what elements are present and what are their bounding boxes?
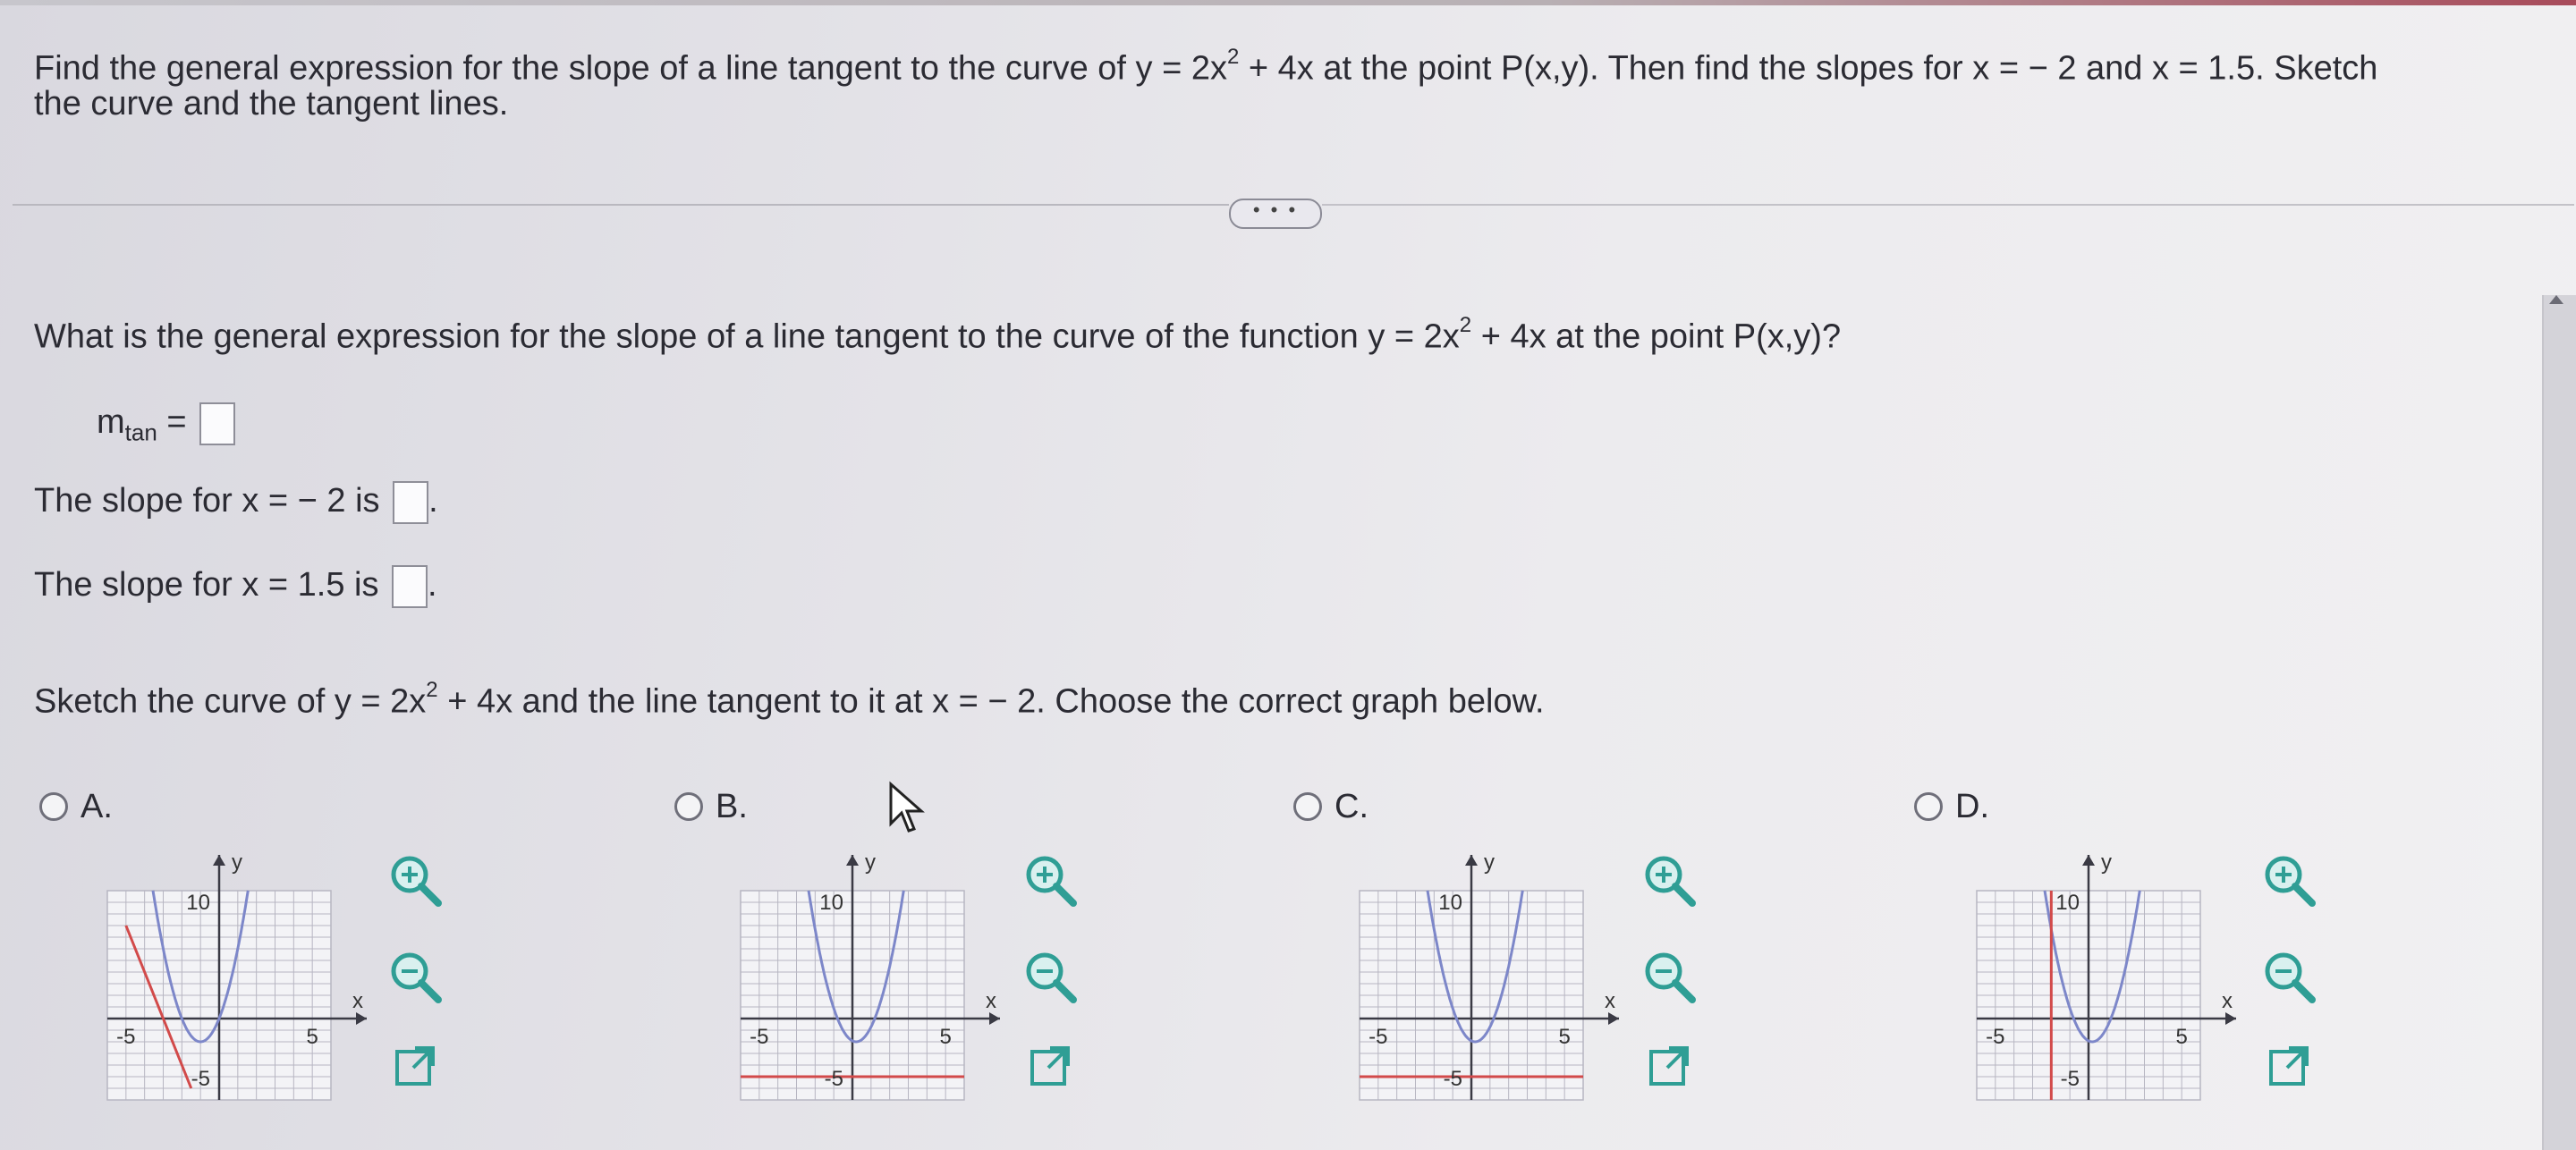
zoom-in-icon[interactable]	[2258, 850, 2321, 912]
x-tick-label: -5	[1986, 1025, 2005, 1049]
zoom-out-icon[interactable]	[385, 946, 447, 1009]
mtan-row: $m_{tan}$ =	[97, 402, 235, 452]
divider	[1322, 204, 2574, 206]
graph-c	[1342, 841, 1628, 1113]
y-tick-label: -5	[1443, 1067, 1462, 1091]
option-b-label: B.	[716, 788, 748, 825]
problem-text-line2: the curve and the tangent lines.	[34, 85, 509, 123]
popout-icon[interactable]	[1020, 1036, 1082, 1098]
divider	[13, 204, 1229, 206]
x-tick-label: 5	[1558, 1025, 1571, 1049]
popout-icon[interactable]	[2258, 1036, 2321, 1098]
radio-c[interactable]	[1293, 792, 1322, 821]
graph-d	[1959, 841, 2245, 1113]
graph-a	[89, 841, 376, 1113]
y-axis-label: y	[232, 850, 242, 875]
top-bar	[0, 0, 2576, 5]
zoom-out-icon[interactable]	[1639, 946, 1701, 1009]
x-axis-label: x	[352, 989, 363, 1013]
option-a-label: A.	[80, 788, 113, 825]
slope2-answer-input[interactable]	[392, 565, 428, 608]
zoom-out-icon[interactable]	[2258, 946, 2321, 1009]
radio-a[interactable]	[39, 792, 68, 821]
x-axis-arrow	[989, 1012, 1000, 1025]
option-c[interactable]	[1293, 787, 1368, 826]
popout-icon[interactable]	[385, 1036, 447, 1098]
x-axis-arrow	[356, 1012, 367, 1025]
x-tick-label: -5	[116, 1025, 136, 1049]
x-tick-label: 5	[939, 1025, 952, 1049]
y-axis-arrow	[213, 855, 225, 866]
y-tick-label: 10	[1438, 891, 1462, 915]
y-tick-label: -5	[2060, 1067, 2080, 1091]
scrollbar[interactable]	[2542, 295, 2576, 1150]
y-axis-label: y	[1484, 850, 1495, 875]
zoom-out-icon[interactable]	[1020, 946, 1082, 1009]
option-a[interactable]	[39, 787, 113, 826]
y-axis-label: y	[865, 850, 876, 875]
slope2-row: The slope for x = 1.5 is .	[34, 565, 437, 608]
x-axis-label: x	[1605, 989, 1615, 1013]
zoom-in-icon[interactable]	[1020, 850, 1082, 912]
popout-icon[interactable]	[1639, 1036, 1701, 1098]
y-axis-arrow	[1465, 855, 1478, 866]
x-axis-arrow	[2225, 1012, 2236, 1025]
option-d[interactable]	[1914, 787, 1989, 826]
mouse-cursor-icon	[887, 781, 930, 834]
zoom-in-icon[interactable]	[385, 850, 447, 912]
option-c-label: C.	[1335, 788, 1368, 825]
question-text: What is the general expression for the slope of a line tangent to the curve of the function $y = 2x^2 + 4x$ at the point P(x,y)?	[34, 313, 1842, 356]
y-tick-label: 10	[819, 891, 843, 915]
x-axis-label: x	[986, 989, 996, 1013]
problem-text-line1: Find the general expression for the slope of a line tangent to the curve of $y = 2x^2 + 4x$ at the point P(x,y). Then find the slopes for x = − 2 and x = 1.5. Sketch	[34, 45, 2378, 88]
x-tick-label: -5	[750, 1025, 769, 1049]
y-axis-arrow	[2082, 855, 2095, 866]
radio-b[interactable]	[674, 792, 703, 821]
y-tick-label: 10	[186, 891, 210, 915]
x-axis-arrow	[1608, 1012, 1619, 1025]
y-axis-label: y	[2101, 850, 2112, 875]
zoom-in-icon[interactable]	[1639, 850, 1701, 912]
slope1-row: The slope for x = − 2 is .	[34, 481, 438, 524]
option-b[interactable]	[674, 787, 748, 826]
y-tick-label: -5	[191, 1067, 210, 1091]
y-axis-arrow	[846, 855, 859, 866]
y-tick-label: 10	[2055, 891, 2080, 915]
mtan-answer-input[interactable]	[199, 402, 235, 445]
y-tick-label: -5	[824, 1067, 843, 1091]
graph-b	[723, 841, 1009, 1113]
radio-d[interactable]	[1914, 792, 1943, 821]
x-axis-label: x	[2222, 989, 2233, 1013]
sketch-instruction: Sketch the curve of $y = 2x^2 + 4x$ and the line tangent to it at x = − 2. Choose the correct graph below.	[34, 678, 1545, 721]
x-tick-label: 5	[2175, 1025, 2188, 1049]
expand-button[interactable]: • • •	[1229, 199, 1322, 229]
scroll-up-arrow[interactable]	[2549, 295, 2563, 304]
option-d-label: D.	[1955, 788, 1989, 825]
x-tick-label: -5	[1368, 1025, 1388, 1049]
slope1-answer-input[interactable]	[393, 481, 428, 524]
x-tick-label: 5	[306, 1025, 318, 1049]
